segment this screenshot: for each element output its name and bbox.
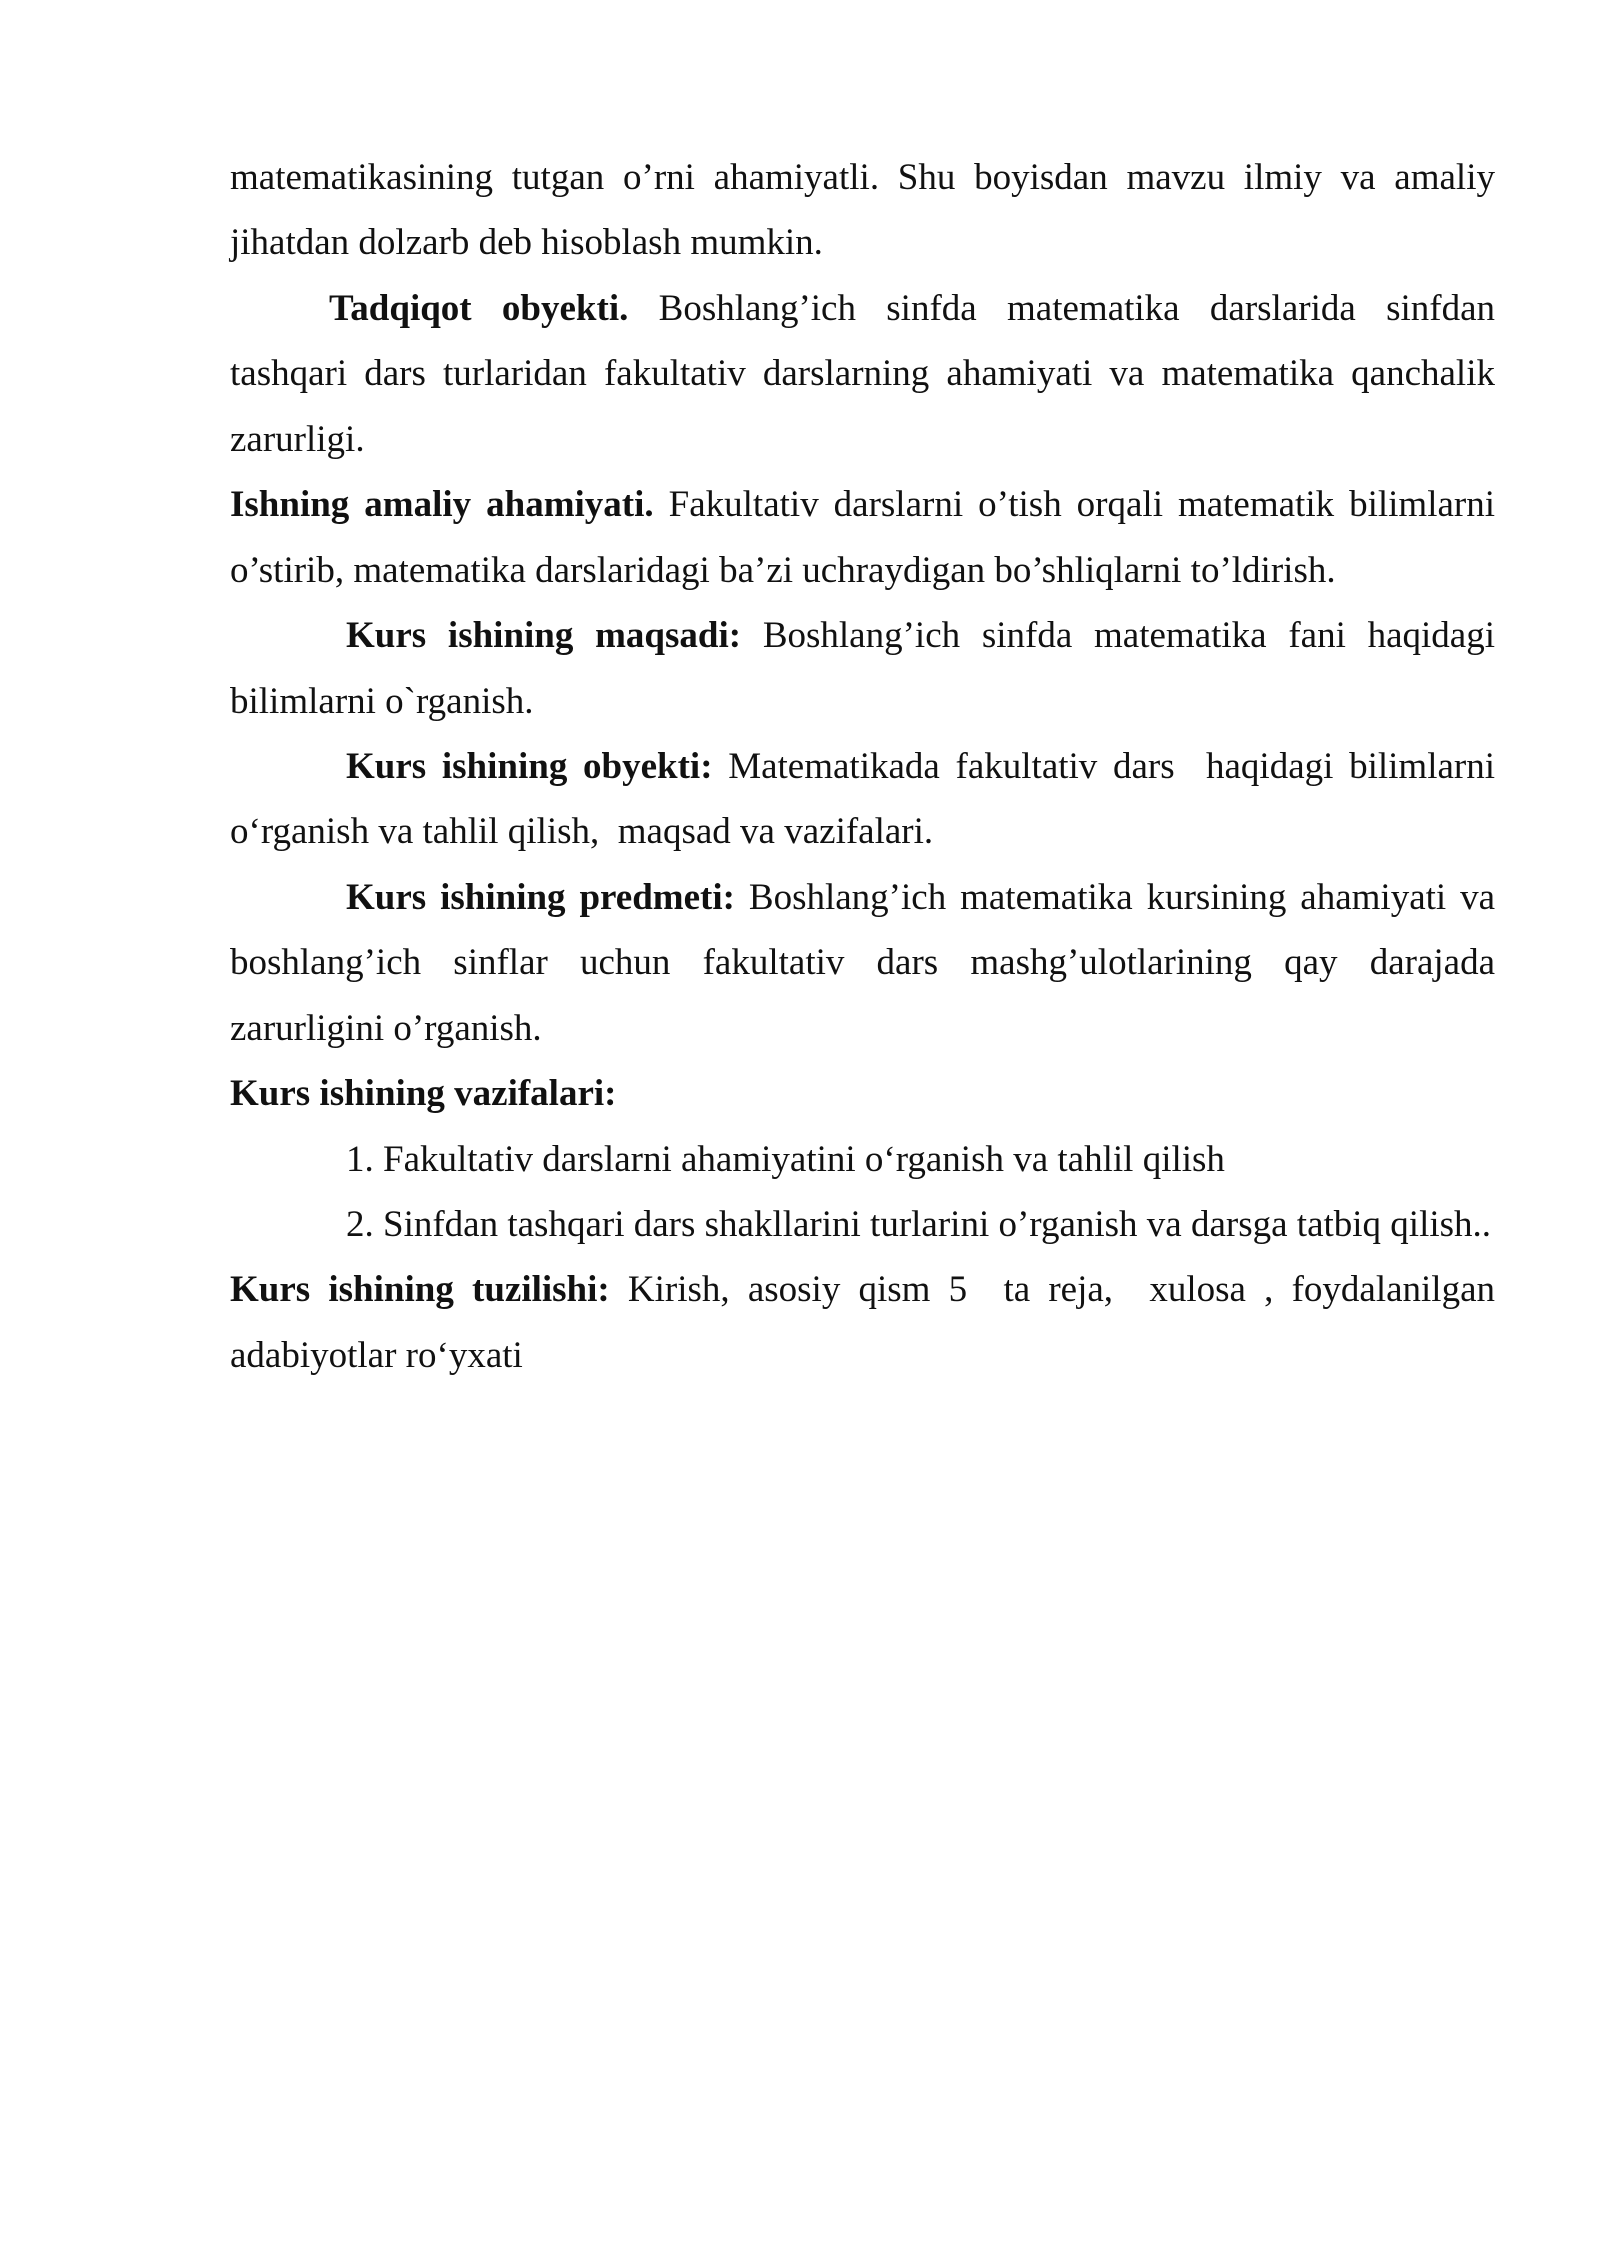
body-paragraph <box>230 734 1495 865</box>
text-line <box>230 210 1495 275</box>
body-paragraph <box>230 145 1495 276</box>
list-item <box>230 1127 1495 1192</box>
text-line <box>230 734 1495 799</box>
line-text: Boshlang’ich sinfda matematika fani haqidagi <box>762 615 1495 657</box>
line-text: Kirish, asosiy qism 5 ta reja, xulosa , foydalanilgan <box>627 1269 1495 1311</box>
line-text: matematikasining tutgan o’rni ahamiyatli. Shu boyisdan mavzu ilmiy va amaliy <box>230 157 1495 198</box>
line-text: tashqari dars turlaridan fakultativ darslarning ahamiyati va matematika qanchalik <box>230 353 1495 395</box>
text-line <box>230 341 1495 406</box>
text-line <box>230 145 1495 210</box>
list-item-text: 1. Fakultativ darslarni ahamiyatini o‘rganish va tahlil qilish <box>346 1138 1225 1180</box>
paragraph-heading: Kurs ishining predmeti: <box>346 876 735 918</box>
tasks-section <box>230 1061 1495 1257</box>
text-line <box>230 1323 1495 1388</box>
text-line <box>230 1257 1495 1322</box>
line-text: zarurligi. <box>230 418 365 460</box>
text-line <box>230 799 1495 864</box>
text-line <box>230 472 1495 537</box>
paragraph-heading: Tadqiqot obyekti. <box>329 287 629 329</box>
line-text: bilimlarni o`rganish. <box>230 680 534 722</box>
text-line <box>230 865 1495 930</box>
paragraph-heading: Kurs ishining obyekti: <box>346 745 713 787</box>
text-line <box>230 930 1495 995</box>
body-paragraph <box>230 1257 1495 1388</box>
text-line <box>230 669 1495 734</box>
numbered-list <box>230 1127 1495 1258</box>
line-text: Boshlang’ich sinfda matematika darslarida sinfdan <box>658 287 1496 329</box>
line-text: o’stirib, matematika darslaridagi ba’zi uchraydigan bo’shliqlarni to’ldirish. <box>230 549 1336 591</box>
paragraph-heading: Kurs ishining maqsadi: <box>346 615 742 657</box>
line-text: Matematikada fakultativ dars haqidagi bilimlarni <box>728 745 1495 787</box>
paragraph-heading: Ishning amaliy ahamiyati. <box>230 484 654 526</box>
body-paragraph <box>230 865 1495 1061</box>
line-text: Fakultativ darslarni o’tish orqali matematik bilimlarni <box>668 484 1495 526</box>
text-line <box>230 407 1495 472</box>
text-line <box>230 1061 1495 1126</box>
line-text: o‘rganish va tahlil qilish, maqsad va vazifalari. <box>230 811 934 853</box>
line-text: zarurligini o’rganish. <box>230 1007 542 1049</box>
list-item <box>230 1192 1495 1257</box>
line-text: jihatdan dolzarb deb hisoblash mumkin. <box>230 222 823 264</box>
paragraph-heading: Kurs ishining tuzilishi: <box>230 1269 610 1311</box>
list-item-text: 2. Sinfdan tashqari dars shakllarini turlarini o’rganish va darsga tatbiq qilish.. <box>346 1204 1492 1245</box>
body-paragraph <box>230 276 1495 472</box>
line-text: Boshlang’ich matematika kursining ahamiyati va <box>748 876 1496 918</box>
body-paragraph <box>230 472 1495 603</box>
text-line <box>230 538 1495 603</box>
text-line <box>230 603 1495 668</box>
line-text: boshlang’ich sinflar uchun fakultativ dars mashg’ulotlarining qay darajada <box>230 942 1495 984</box>
text-line <box>230 996 1495 1061</box>
line-text: adabiyotlar ro‘yxati <box>230 1334 523 1376</box>
text-line <box>230 276 1495 341</box>
body-paragraph <box>230 603 1495 734</box>
paragraph-heading: Kurs ishining vazifalari: <box>230 1073 617 1115</box>
